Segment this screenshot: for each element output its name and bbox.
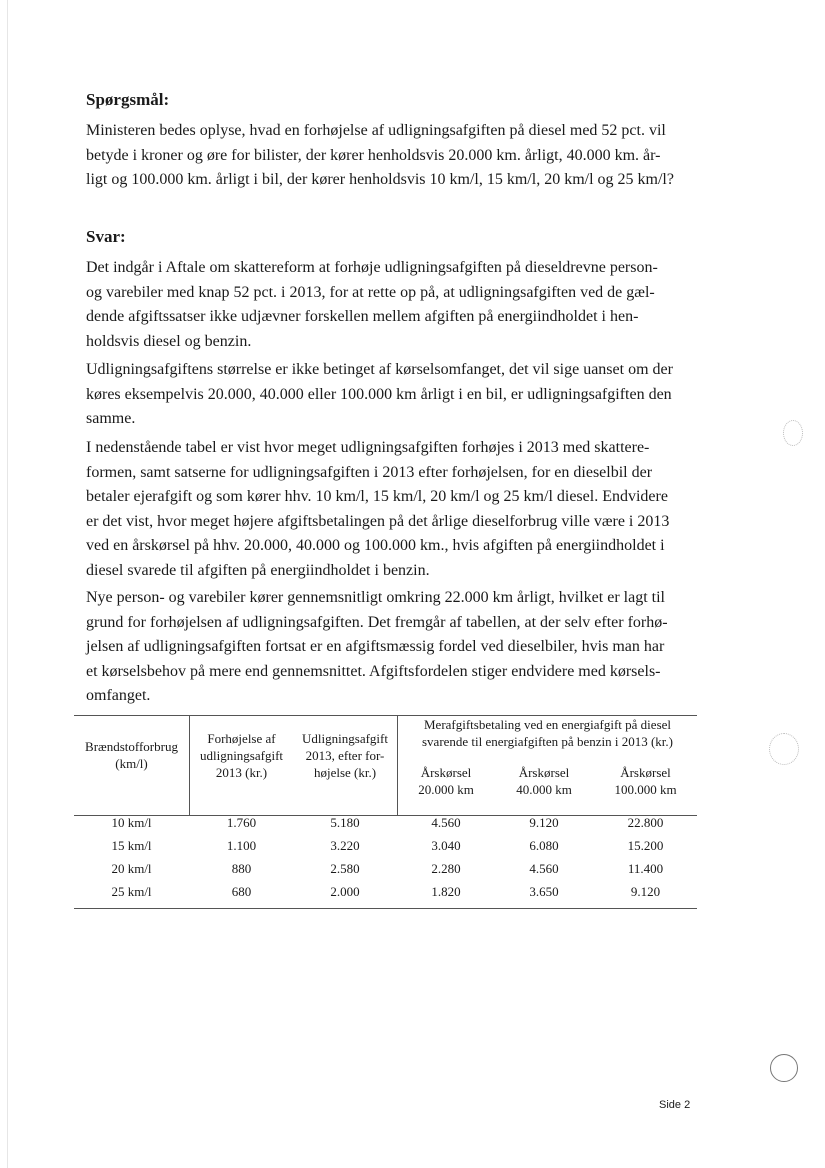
answer-paragraph-1 [86,256,696,354]
answer-line: grund for forhøjelsen af udligningsafgiften. Det fremgår af tabellen, at der selv efter forhø- [86,613,668,631]
table-cell: 1.760 [226,815,257,830]
header-extra-payment: Merafgiftsbetaling ved en energiafgift på diesel svarende til energiafgiften på benzin i 2013 (kr.) [421,717,673,749]
table-cell: 9.120 [529,815,559,830]
answer-line: holdsvis diesel og benzin. [86,332,252,350]
header-annual-100000: Årskørsel 100.000 km [614,765,677,797]
table-cell: 1.100 [226,838,257,853]
table-cell: 22.800 [627,815,664,830]
page-number: Side 2 [659,1099,691,1111]
table-cell: 880 [231,861,252,876]
header-annual-40000: Årskørsel 40.000 km [516,765,572,797]
answer-paragraph-2 [86,358,696,432]
punch-hole-mark [769,733,799,765]
answer-line: dende afgiftssatser ikke udjævner forskellen mellem afgiften på energiindholdet i hen- [86,308,639,325]
scan-margin-line [7,0,8,1168]
answer-paragraph-3 [86,436,696,583]
answer-line: jelsen af udligningsafgiften fortsat er en afgiftsmæssig fordel ved dieselbiler, hvis man har [86,638,665,655]
table-cell: 2.000 [330,884,360,899]
answer-paragraph-4 [86,586,696,709]
table-cell: 680 [231,884,252,899]
table-bottom-rule [74,908,697,909]
answer-line: betaler ejerafgift og som kører hhv. 10 km/l, 15 km/l, 20 km/l og 25 km/l diesel. Endvidere [86,488,668,505]
header-tax-after-increase: Udligningsafgift 2013, efter for- højelse (kr.) [302,731,388,780]
answer-line: og varebiler med knap 52 pct. i 2013, for at rette op på, at udligningsafgiften ved de gæl- [86,283,655,301]
table-cell: 2.580 [330,861,360,876]
table-cell: 20 km/l [111,861,152,876]
header-fuel-consumption: Brændstofforbrug (km/l) [85,739,178,771]
table-cell: 10 km/l [111,815,152,830]
table-cell: 5.180 [330,815,360,830]
question-heading: Spørgsmål: [86,90,170,109]
punch-hole-mark [770,1054,798,1082]
table-cell: 6.080 [529,838,559,853]
question-line: ligt og 100.000 km. årligt i bil, der kører henholdsvis 10 km/l, 15 km/l, 20 km/l og 25 km/l? [86,171,674,188]
table-cell: 15 km/l [111,838,152,853]
answer-line: omfanget. [86,687,151,704]
table-cell: 4.560 [431,815,461,830]
answer-line: samme. [86,410,136,427]
table-cell: 3.040 [431,838,461,853]
answer-line: Udligningsafgiftens størrelse er ikke betinget af kørselsomfanget, det vil sige uanset om der [86,361,673,378]
question-line: Ministeren bedes oplyse, hvad en forhøjelse af udligningsafgiften på diesel med 52 pct. vil [86,122,666,139]
table-cell: 3.220 [330,838,360,853]
answer-line: et kørselsbehov på mere end gennemsnittet. Afgiftsfordelen stiger endvidere med kørsels- [86,662,661,680]
table-cell: 2.280 [431,861,461,876]
table-cell: 9.120 [630,884,661,899]
table-cell: 25 km/l [111,884,152,899]
table-cell: 3.650 [529,884,559,899]
table-cell: 11.400 [627,861,664,876]
header-annual-20000: Årskørsel 20.000 km [418,765,474,797]
answer-line: diesel svarede til afgiften på energiindholdet i benzin. [86,561,430,579]
answer-line: er det vist, hvor meget højere afgiftsbetalingen på det årlige dieselforbrug ville være i 2013 [86,512,670,530]
table-cell: 15.200 [627,838,664,853]
header-tax-increase: Forhøjelse af udligningsafgift 2013 (kr.) [199,731,284,780]
answer-line: køres eksempelvis 20.000, 40.000 eller 100.000 km årligt i en bil, er udligningsafgiften den [86,385,672,403]
answer-line: I nedenstående tabel er vist hvor meget udligningsafgiften forhøjes i 2013 med skattere- [86,439,650,456]
answer-line: Nye person- og varebiler kører gennemsnitligt omkring 22.000 km årligt, hvilket er lagt til [86,589,665,606]
answer-line: Det indgår i Aftale om skattereform at forhøje udligningsafgiften på dieseldrevne person- [86,259,658,276]
answer-line: formen, samt satserne for udligningsafgiften i 2013 efter forhøjelsen, for en dieselbil der [86,463,653,481]
table-cell: 4.560 [529,861,559,876]
answer-heading: Svar: [86,227,126,246]
question-paragraph [86,119,696,193]
punch-hole-mark [783,420,803,446]
answer-line: ved en årskørsel på hhv. 20.000, 40.000 og 100.000 km., hvis afgiften på energiindholdet i [86,537,665,554]
question-line: betyde i kroner og øre for bilister, der kører henholdsvis 20.000 km. årligt, 40.000 km. år- [86,146,661,164]
table-cell: 1.820 [431,884,461,899]
fuel-tax-table [74,715,697,909]
